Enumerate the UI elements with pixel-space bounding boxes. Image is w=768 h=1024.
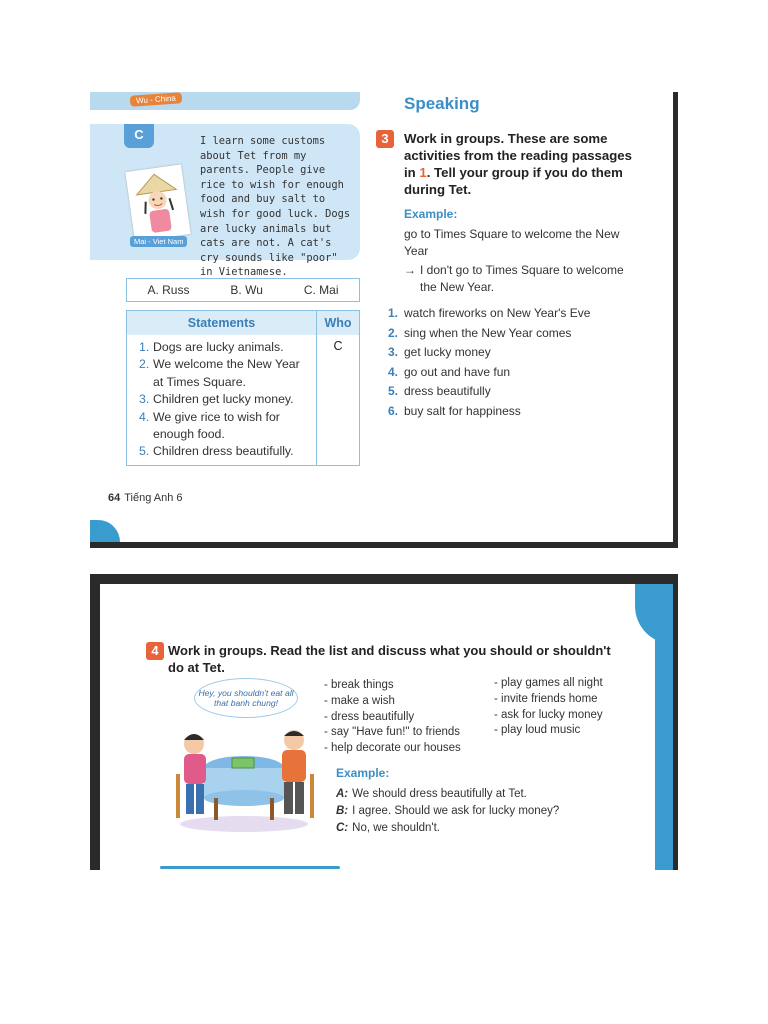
list-item: 5. dress beautifully: [388, 384, 491, 398]
mai-photo: [125, 164, 190, 241]
book-title: Tiếng Anh 6: [124, 492, 183, 504]
list-item: - invite friends home: [494, 692, 598, 705]
choice-c: C. Mai: [303, 283, 339, 297]
task-3-badge: 3: [376, 130, 394, 148]
table-row: 1. Dogs are lucky animals.: [139, 340, 284, 354]
arrow-icon: →: [404, 263, 416, 277]
page-edge-right: [673, 92, 678, 548]
textbook-page-64: [90, 92, 678, 548]
list-item: - break things: [324, 679, 394, 691]
answer-choices: [126, 278, 360, 302]
page-footer: [108, 492, 183, 504]
kids-at-table-illustration: [170, 714, 320, 834]
list-item: - make a wish: [324, 694, 395, 707]
table-body: [127, 335, 359, 465]
dialog-line: C: No, we shouldn't.: [336, 822, 440, 834]
task-3-instructions: Work in groups. These are some activities from the reading passages in 1. Tell your group if you do them during Tet.: [404, 131, 632, 197]
choice-a: A. Russ: [147, 283, 190, 297]
speech-bubble: Hey, you shouldn't eat all that banh chung!: [194, 678, 298, 718]
table-row: 5. Children dress beautifully.: [139, 444, 294, 459]
passage-c-text: I learn some customs about Tet from my parents. People give rice to wish for enough food and buy salt to wish for good luck. Dogs are lucky animals but cats are not. A cat's cry sounds like "poor" in Vietnamese.: [200, 135, 351, 279]
speaking-heading: Speaking: [404, 94, 480, 113]
page-edge-top: [90, 574, 678, 584]
bottom-divider: [160, 866, 340, 869]
dialog-line: B: I agree. Should we ask for lucky money?: [336, 805, 560, 817]
side-stripe: [655, 584, 673, 870]
list-item: - play games all night: [494, 677, 603, 689]
wu-china-tag: Wu - China: [130, 92, 183, 107]
task-4-badge: 4: [146, 642, 164, 660]
choice-b: B. Wu: [230, 283, 263, 297]
list-item: - say "Have fun!" to friends: [324, 726, 461, 739]
who-answer: C: [333, 339, 343, 353]
list-item: - dress beautifully: [324, 710, 415, 723]
statements-table: [126, 310, 360, 466]
activity-list-left: [324, 678, 484, 757]
list-item: - play loud music: [494, 724, 581, 737]
page-edge-bottom: [90, 542, 678, 548]
activity-list-right: [494, 676, 644, 739]
table-row: 4. We give rice to wish for enough food.: [139, 409, 280, 442]
mai-photo-label: Mai - Viet Nam: [130, 236, 187, 247]
example-answer: → I don't go to Times Square to welcome the New Year.: [404, 263, 624, 294]
list-item: - help decorate our houses: [324, 742, 461, 755]
task-4-instructions: Work in groups. Read the list and discuss what you should or shouldn't do at Tet.: [168, 643, 611, 675]
list-item: - ask for lucky money: [494, 708, 603, 721]
list-item: 2. sing when the New Year comes: [388, 325, 572, 340]
passage-badge-c: C: [124, 124, 154, 148]
example-dialog: [336, 786, 616, 837]
statements-header: Statements: [127, 311, 317, 335]
example-prompt: go to Times Square to welcome the New Year: [404, 227, 620, 258]
passage-box-c: [90, 124, 360, 279]
example-label: Example:: [404, 207, 458, 221]
example-label: Example:: [336, 766, 390, 780]
textbook-page-65: [90, 574, 678, 870]
table-row: 2. We welcome the New Year at Times Square.: [139, 357, 300, 389]
list-item: 6. buy salt for happiness: [388, 403, 521, 418]
who-header: Who: [324, 316, 352, 330]
activities-list: [388, 304, 648, 421]
table-header: [127, 311, 359, 335]
dialog-line: A: We should dress beautifully at Tet.: [336, 788, 527, 800]
page-edge-left: [90, 574, 100, 870]
corner-decoration: [90, 520, 120, 542]
page-number: 64: [108, 492, 121, 504]
list-item: 3. get lucky money: [388, 345, 491, 359]
page-edge-right: [673, 574, 678, 870]
list-item: 4. go out and have fun: [388, 364, 511, 379]
list-item: 1. watch fireworks on New Year's Eve: [388, 306, 591, 320]
previous-section-strip: [90, 92, 360, 110]
table-row: 3. Children get lucky money.: [139, 392, 294, 407]
